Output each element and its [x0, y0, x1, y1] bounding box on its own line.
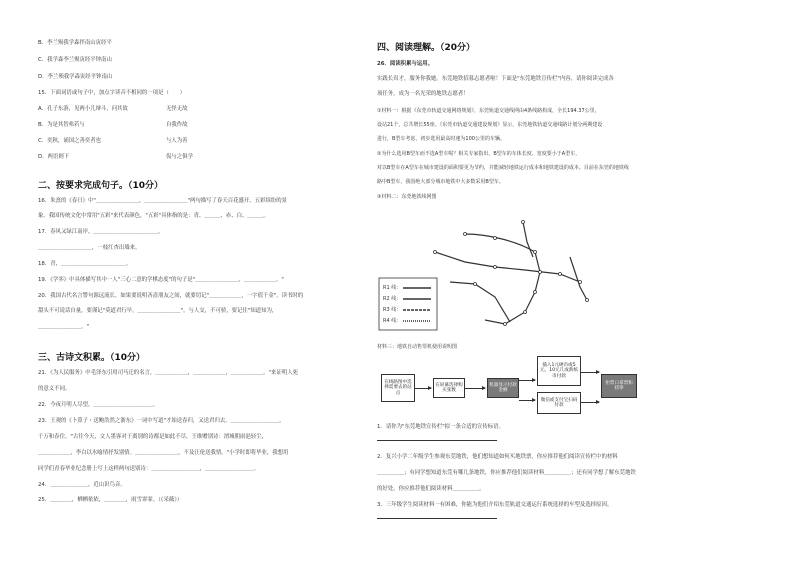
flow-arrow-3: [519, 380, 535, 381]
question-20: 20．我国古代名言警句源远流长，如果要说明吝啬朋友之间，就要切记"＿＿＿＿＿＿，一字值千金"。读书时的: [38, 293, 304, 299]
flow-arrow-6: [581, 402, 599, 403]
material-2-line-3: 路中B型车，我国绝大部分城市地铁中大多数采用B型车。: [377, 179, 504, 185]
question-23-cont3: 同学们青春毕业纪念册上写上这样两句送别诗：＿＿＿＿＿＿＿＿＿，＿＿＿＿＿＿＿＿＿。: [38, 466, 260, 472]
material-3-flow-label: 材料三：地铁自动售票机使用说明图: [377, 344, 458, 350]
metro-map: [375, 212, 615, 340]
metro-line-south: [450, 282, 510, 322]
flow-box-show-amount: 机器显示付款金额: [487, 378, 519, 398]
question-17: 17．春风又绿江南岸，＿＿＿＿＿＿＿＿＿＿＿＿。: [38, 229, 164, 235]
q15-row-b-left: B．为是其智弗若与: [38, 122, 85, 128]
question-25: 25．＿＿＿＿，栖栖依依，＿＿＿＿，雨雪霏霏。（《采薇》）: [38, 497, 183, 503]
section-4-title: 四、阅读理解。（20分）: [377, 43, 476, 53]
intro-line-1: 实践长真才，服务你我她。东莞地铁招募志愿者啦！下面是"东莞地铁宣传栏"内容，请你阅读完成各: [377, 76, 614, 82]
q15-row-c-right: 与人为善: [166, 138, 188, 144]
q15-row-a-right: 无怪无故: [166, 106, 188, 112]
q15-row-d-right: 侃与之俱学: [166, 154, 193, 160]
q15-row-b: [38, 120, 188, 128]
question-23-cont1: 千万和春住。"古往今天，文人墨客对于离别的诗都是如此不尽，王维赠别诗：渭城朝雨浥轻尘，: [38, 434, 267, 440]
material-3-label: ③材料二：东莞地铁线网图: [377, 194, 437, 200]
question-20-end: ＿＿＿＿＿＿＿＿。": [38, 324, 89, 330]
flow-box-cash-pay: 插入1元硬币或5元、10元几成新纸币付款: [537, 356, 581, 386]
flow-box-collect-ticket: 拒票口拿票和找零: [601, 374, 637, 398]
legend-r2: R2 线：: [383, 296, 402, 302]
material-1-line-1: ①材料一：根据《东莞市轨道交通网络规划》，东莞轨道交通线网由4条线路构成，全长194.37公里，: [377, 108, 600, 114]
material-2-line-2: 对以B型车在A型车在城市建设的面积要更为节约，并能减轻地铁运行成本和地铁建设的成本。目前在东莞的地铁线: [377, 165, 629, 171]
question-20-cont: 甜头不可说话自量，要谨记"莫道君行早，＿＿＿＿＿＿＿＿"。与人交，不可骄，要记住"知道知为，: [38, 308, 278, 314]
section-2-title: 二、按要求完成句子。（10分）: [38, 181, 164, 191]
metro-line-east-west: [435, 252, 580, 282]
option-c: C．我学森李兰殒寅经平钟南山: [38, 57, 112, 63]
question-19: 19．《学弈》中具体描写其中一人"三心二意的学棋态度"的句子是"＿＿＿＿＿＿＿＿，＿＿＿＿＿＿。": [38, 277, 284, 283]
right-column: [377, 0, 794, 562]
question-16-cont: 象。我国传统文化中常用"五彩"来代表颜色，"五彩"具体指的是：青、＿＿＿、赤、白、＿＿＿。: [38, 213, 269, 219]
question-16: 16．朱熹的《春日》中"＿＿＿＿＿＿＿＿，＿＿＿＿＿＿＿＿"两句描写了春天百花盛开、五彩缤纷的景: [38, 198, 288, 204]
option-b: B．李兰殒我学森拌南山寅经平: [38, 40, 112, 46]
subsection-26: 26．阅读积累与运用。: [377, 61, 434, 67]
q15-row-a: [38, 104, 188, 112]
metro-line-north: [523, 222, 533, 257]
material-2-line-1: ②为什么选用B型车而不选A型车呢？相关专家指出，B型车的车体长度、宽度要小于A型车，: [377, 151, 581, 157]
task-2-line-2: ＿＿＿＿＿；有同学想知道东莞有哪几条地铁，你应推荐他们阅读材料＿＿＿＿＿；还有同学想了解东莞地铁: [377, 470, 636, 476]
intro-line-2: 项任务，成为一名光荣的地铁志愿者！: [377, 91, 469, 97]
q15-row-c: [38, 136, 188, 144]
flow-box-select-count: 在屏幕选择购买张数: [433, 378, 465, 398]
flow-arrow-2: [465, 388, 485, 389]
flow-box-qr-pay: 微信或支付宝扫码付款: [537, 392, 581, 414]
metro-lines: [435, 222, 587, 324]
question-22: 22．今夜月明人尽望，＿＿＿＿＿＿＿＿＿＿＿。: [38, 402, 159, 408]
q15-row-a-left: A．孔子东游，见两小儿辩斗，问其故: [38, 106, 128, 112]
legend-r4: R4 线：: [383, 318, 402, 324]
legend-r3: R3 线：: [383, 307, 402, 313]
option-d: D．李兰殒我学森寅经平钟南山: [38, 74, 113, 80]
question-21-cont: 的意义不同。: [38, 386, 71, 392]
task-3: 3．三年级学生阅读材料一有困难，你能为他们介绍东莞轨道交通运行系统选择的车型及选择原因。: [377, 502, 613, 508]
flow-arrow-4: [519, 400, 535, 401]
q15-row-d-left: D．两语则下: [38, 154, 70, 160]
task-2-line-3: 的好处，你应推荐他们阅读材料＿＿＿＿＿。: [377, 486, 485, 492]
flow-arrow-5: [581, 372, 599, 373]
q15-row-c-left: C．奕秋，诵国之善奕者也: [38, 138, 102, 144]
q15-row-b-right: 自我作故: [166, 122, 188, 128]
section-3-title: 三、古诗文积累。（10分）: [38, 353, 146, 363]
question-15: 15．下面词语或句子中，加点字读音不相同的一项是（ ）: [38, 90, 186, 96]
metro-stations: [434, 221, 589, 326]
question-23: 23．王观的《卜算子・送鲍浩然之浙东》一词中写道"才始送春归，又送君归去。＿＿＿＿＿＿＿＿＿，: [38, 418, 285, 424]
q15-row-d: [38, 152, 193, 160]
task-1-answer-line[interactable]: [377, 440, 497, 441]
legend-r1: R1 线：: [383, 285, 402, 291]
task-2-line-1: 2．复兴小学二年级学生参观东莞地铁，他们想知道如何买地铁票，你应推荐他们阅读宣传栏中的材料: [377, 454, 618, 460]
flow-arrow-1: [415, 388, 431, 389]
task-1: 1．请你为"东莞地铁宣传栏"拟一条合适的宣传标语。: [377, 424, 504, 430]
task-3-answer-line[interactable]: [377, 518, 497, 519]
question-18: 18．青，＿＿＿＿＿＿＿＿＿＿＿＿。: [38, 261, 132, 267]
question-23-cont2: ＿＿＿＿＿＿，李白以水喻情抒发别情。＿＿＿＿＿＿＿＿，不及汪伦送我情。"小学时即将毕业，我想用: [38, 450, 289, 456]
question-21: 21．《为人民服务》中毛泽东引用司马迁的名言，＿＿＿＿＿＿，＿＿＿＿＿＿，＿＿＿＿＿＿。"来证明人死: [38, 370, 298, 376]
material-1-line-3: 进行，B型车考虑，初步选用最高时速为100公里的车辆。: [377, 136, 505, 142]
question-24: 24．＿＿＿＿＿＿＿，近山识鸟音。: [38, 482, 126, 488]
flow-box-select-station: 在线路图中选择需要去的站点: [381, 374, 415, 402]
material-1-line-2: 设站21个，总共增长55座。《东莞市轨道交通建设规划》显示，东莞地铁轨道交通线路计划分两期建设: [377, 122, 603, 128]
question-17-cont: ＿＿＿＿＿＿＿＿＿＿，一枝红杏出墙来。: [38, 245, 141, 251]
